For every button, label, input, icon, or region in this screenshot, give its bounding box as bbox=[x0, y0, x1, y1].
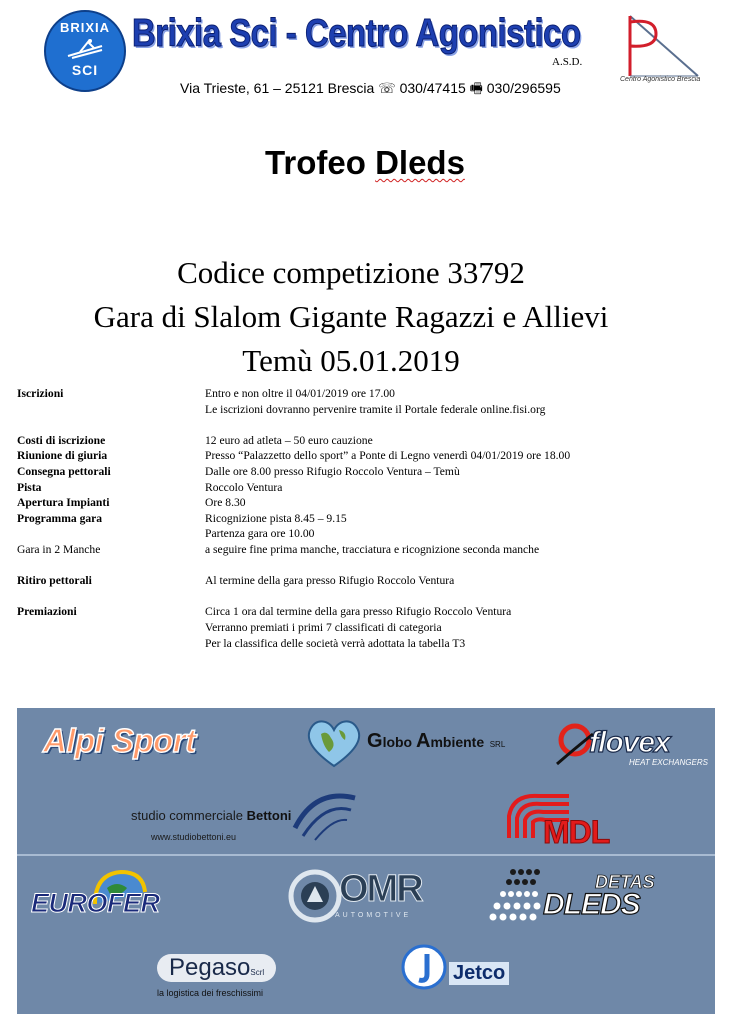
info-value: Partenza gara ore 10.00 bbox=[205, 527, 315, 541]
info-value: Per la classifica delle società verrà adottata la tabella T3 bbox=[205, 636, 466, 650]
sponsor-detas: DETAS bbox=[595, 872, 655, 892]
logo-left-top-text: BRIXIA bbox=[59, 20, 111, 35]
info-value: 12 euro ad atleta – 50 euro cauzione bbox=[205, 433, 373, 447]
info-row-iscrizioni-cont bbox=[17, 402, 717, 418]
pegaso-subtitle: la logistica dei freschissimi bbox=[157, 988, 264, 998]
globo-letter-a: A bbox=[416, 730, 431, 752]
sponsor-globo-ambiente bbox=[367, 730, 505, 753]
info-value: Entro e non oltre il 04/01/2019 ore 17.00 bbox=[205, 387, 395, 400]
info-label: Pista bbox=[17, 480, 42, 494]
info-row-premiazioni-cont bbox=[17, 620, 717, 636]
info-row-costi bbox=[17, 433, 717, 449]
sponsor-eurofer: EUROFER bbox=[31, 888, 160, 918]
info-value: Ricognizione pista 8.45 – 9.15 bbox=[205, 511, 347, 525]
info-row-iscrizioni bbox=[17, 386, 717, 402]
bettoni-url: www.studiobettoni.eu bbox=[151, 832, 237, 842]
sponsor-flovex: flovex bbox=[589, 726, 670, 759]
info-row-pista bbox=[17, 480, 717, 496]
info-label: Gara in 2 Manche bbox=[17, 542, 101, 556]
info-value: Presso “Palazzetto dello sport” a Ponte di Legno venerdì 04/01/2019 ore 18.00 bbox=[205, 449, 571, 463]
info-label: Costi di iscrizione bbox=[17, 433, 106, 447]
bettoni-swoosh-icon bbox=[285, 788, 363, 848]
globo-letter-g: G bbox=[367, 730, 383, 752]
flovex-subtitle: HEAT EXCHANGERS bbox=[629, 758, 708, 767]
info-label: Programma gara bbox=[17, 511, 103, 525]
race-place-date: Temù 05.01.2019 bbox=[242, 343, 460, 378]
sponsor-divider bbox=[17, 854, 715, 856]
skier-icon bbox=[66, 38, 104, 60]
info-label: Riunione di giuria bbox=[17, 449, 108, 463]
info-row-riunione bbox=[17, 448, 717, 464]
race-name: Gara di Slalom Gigante Ragazzi e Allievi bbox=[93, 299, 609, 334]
sponsor-pegaso bbox=[157, 954, 276, 982]
info-value: Circa 1 ora dal termine della gara presso Rifugio Roccolo Ventura bbox=[205, 605, 512, 619]
globo-word-1: lobo bbox=[382, 734, 416, 750]
info-label: Iscrizioni bbox=[17, 387, 64, 400]
pegaso-scrl: Scrl bbox=[250, 968, 265, 977]
sponsor-mdl: MDL bbox=[543, 814, 610, 850]
info-value: Roccolo Ventura bbox=[205, 480, 283, 494]
sponsor-studio-bettoni bbox=[131, 808, 291, 823]
logo-left-bottom-text: SCI bbox=[71, 62, 99, 78]
info-row-programma-cont bbox=[17, 526, 717, 542]
info-value: Verranno premiati i primi 7 classificati di categoria bbox=[205, 620, 442, 634]
info-value: a seguire fine prima manche, tracciatura e ricognizione seconda manche bbox=[205, 542, 540, 556]
sponsor-jetco: Jetco bbox=[449, 962, 509, 985]
race-info-table bbox=[17, 386, 717, 651]
bettoni-prefix: studio commerciale bbox=[131, 808, 247, 823]
sponsor-alpi-sport: Alpi Sport bbox=[43, 722, 196, 759]
info-value: Al termine della gara presso Rifugio Roccolo Ventura bbox=[205, 574, 455, 588]
globe-heart-icon bbox=[303, 716, 365, 770]
pegaso-name: Pegaso bbox=[169, 954, 251, 981]
info-row-apertura bbox=[17, 495, 717, 511]
info-value: Le iscrizioni dovranno pervenire tramite il Portale federale online.fisi.org bbox=[205, 402, 546, 416]
info-label: Consegna pettorali bbox=[17, 464, 111, 478]
sponsor-dleds: DLEDS bbox=[543, 888, 640, 921]
globo-srl: SRL bbox=[489, 740, 506, 749]
info-row-premiazioni-cont bbox=[17, 636, 717, 652]
info-label: Premiazioni bbox=[17, 605, 77, 619]
title-sponsor-name: Dleds bbox=[375, 144, 465, 181]
info-row-ritiro bbox=[17, 573, 717, 589]
info-label: Apertura Impianti bbox=[17, 496, 110, 510]
info-row-programma bbox=[17, 511, 717, 527]
sponsor-omr: OMR bbox=[339, 868, 422, 910]
brixia-sci-logo bbox=[44, 10, 126, 92]
club-address: Via Trieste, 61 – 25121 Brescia ☏ 030/47415 🖷 030/296595 bbox=[180, 80, 561, 96]
main-title bbox=[0, 144, 730, 182]
asd-label: A.S.D. bbox=[552, 56, 583, 68]
info-row-manche bbox=[17, 542, 717, 558]
title-prefix: Trofeo bbox=[265, 144, 376, 181]
info-value: Ore 8.30 bbox=[205, 496, 246, 510]
jetco-j-icon bbox=[401, 944, 447, 990]
globo-word-2: mbiente bbox=[430, 734, 485, 750]
omr-subtitle: AUTOMOTIVE bbox=[335, 912, 412, 919]
sponsor-banner bbox=[17, 708, 715, 1014]
info-value: Dalle ore 8.00 presso Rifugio Roccolo Ventura – Temù bbox=[205, 464, 460, 478]
info-row-premiazioni bbox=[17, 604, 717, 620]
club-name: Brixia Sci - Centro Agonistico bbox=[132, 12, 581, 55]
info-row-consegna bbox=[17, 464, 717, 480]
competition-code: Codice competizione 33792 bbox=[177, 255, 525, 290]
centro-agonistico-label: Centro Agonistico Brescia bbox=[620, 76, 701, 83]
bettoni-name: Bettoni bbox=[246, 808, 292, 823]
info-label: Ritiro pettorali bbox=[17, 574, 92, 588]
